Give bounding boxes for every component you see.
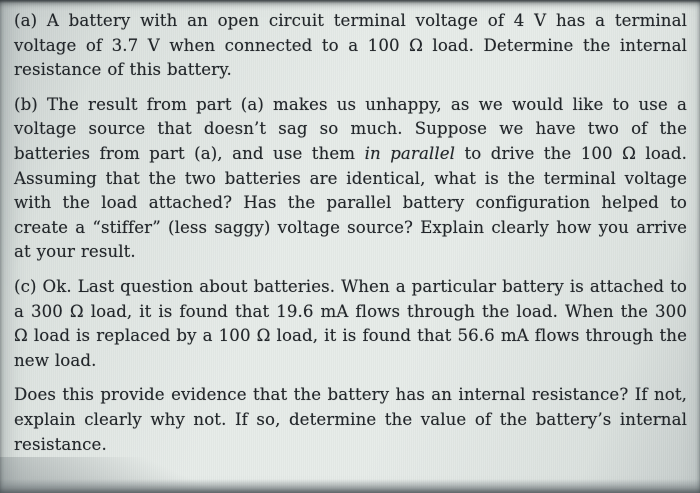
part-b-text-before-italic: (b) The result from part (a) makes us unhappy, as we would like to use a voltage source that doesn’t sag so much. Suppose we have two of the batteries from part (a), and use them (14, 94, 687, 163)
part-c-paragraph: (c) Ok. Last question about batteries. When a particular battery is attached to a 300 Ω load, it is found that 19.6 mA flows through the load. When the 300 Ω load is replaced by a 100 Ω load, it is found that 56.6 mA flows through the new load. (14, 276, 687, 370)
bottom-edge-shadow (0, 479, 700, 493)
closing-question-paragraph: Does this provide evidence that the battery has an internal resistance? If not, explain clearly why not. If so, determine the value of the battery’s internal resistance. (14, 385, 687, 454)
part-b-italic-phrase: in parallel (364, 143, 456, 163)
part-a-paragraph: (a) A battery with an open circuit terminal voltage of 4 V has a terminal voltage of 3.7 V when connected to a 100 Ω load. Determine the internal resistance of this battery. (14, 11, 687, 80)
part-b-text-after-italic: to drive the 100 Ω load. Assuming that the two batteries are identical, what is the terminal voltage with the load attached? Has the parallel battery configuration helped to create a “stiffer” (less saggy) voltage source? Explain clearly how you arrive at your result. (14, 143, 687, 262)
top-edge-shadow (0, 0, 700, 3)
part-b-paragraph (14, 93, 687, 265)
